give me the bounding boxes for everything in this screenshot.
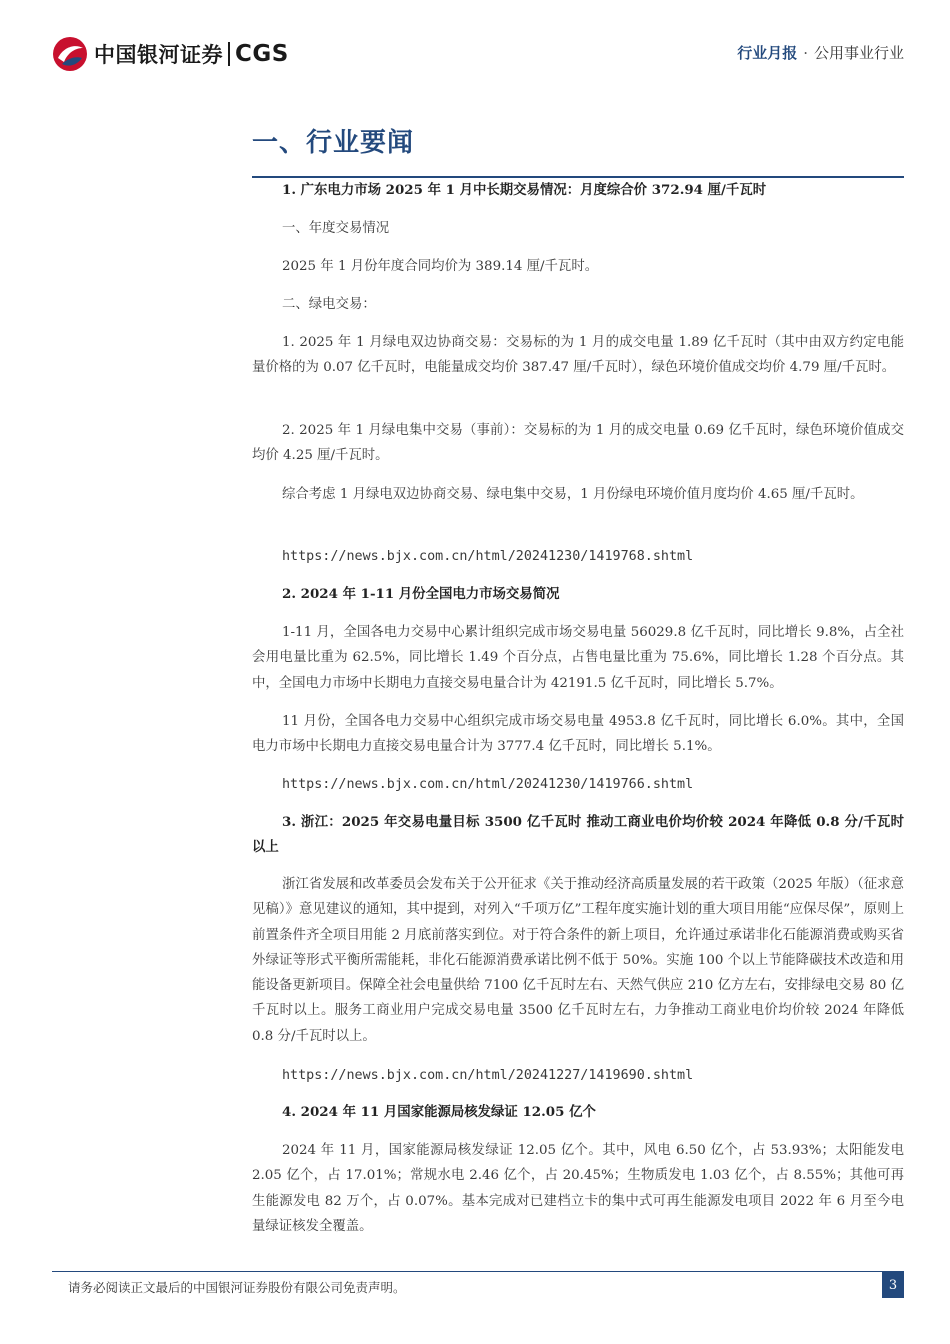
paragraph: 浙江省发展和改革委员会发布关于公开征求《关于推动经济高质量发展的若干政策（2025 年版）（征求意见稿）》意见建议的通知，其中提到，对列入“千项万亿”工程年度实施计划的重大项目用能“应保尽保”，原则上前置条件齐全项目用能 2 月底前落实到位。对于符合条件的新上项目，允许通过承诺非化石能源消费或购买省外绿证等形式平衡所需能耗，非化石能源消费承诺比例不低于 50%。实施 100 个以上节能降碳技术改造和用能设备更新项目。保障全社会电量供给 7100 亿千瓦时左右、天然气供应 210 亿方左右，安排绿电交易 80 亿千瓦时以上。服务工商业用户完成交易电量 3500 亿千瓦时左右，力争推动工商业电价均价较 2024 年降低 0.8 分/千瓦时以上。: [252, 877, 904, 1044]
news-heading-3: 3. 浙江：2025 年交易电量目标 3500 亿千瓦时 推动工商业电价均价较 2024 年降低 0.8 分/千瓦时以上: [252, 814, 904, 856]
company-logo: [52, 36, 289, 72]
logo-text-en: CGS: [235, 41, 289, 67]
section-title: 一、行业要闻: [252, 128, 415, 158]
paragraph: 2. 2025 年 1 月绿电集中交易（事前）：交易标的为 1 月的成交电量 0.69 亿千瓦时，绿色环境价值成交均价 4.25 厘/千瓦时。: [252, 423, 904, 464]
paragraph: 综合考虑 1 月绿电双边协商交易、绿电集中交易，1 月份绿电环境价值月度均价 4.65 厘/千瓦时。: [282, 487, 864, 502]
report-type: 行业月报: [737, 44, 798, 62]
page-number: 3: [882, 1272, 904, 1298]
page-header: [0, 0, 950, 80]
report-category: [737, 42, 904, 63]
source-link[interactable]: https://news.bjx.com.cn/html/20241230/1419766.shtml: [282, 777, 694, 792]
cgs-logo-icon: [52, 36, 88, 72]
paragraph: 一、年度交易情况: [282, 221, 390, 236]
news-heading-4: 4. 2024 年 11 月国家能源局核发绿证 12.05 亿个: [282, 1104, 596, 1120]
paragraph: 1-11 月，全国各电力交易中心累计组织完成市场交易电量 56029.8 亿千瓦时，同比增长 9.8%，占全社会用电量比重为 62.5%，同比增长 1.49 个百分点，占售电量比重为 75.6%，同比增长 1.28 个百分点。其中，全国电力市场中长期电力直接交易电量合计为 42191.5 亿千瓦时，同比增长 5.7%。: [252, 625, 904, 691]
paragraph: 二、绿电交易：: [282, 297, 376, 312]
paragraph: 2025 年 1 月份年度合同均价为 389.14 厘/千瓦时。: [282, 259, 599, 274]
footer-disclaimer: 请务必阅读正文最后的中国银河证券股份有限公司免责声明。: [68, 1280, 406, 1295]
paragraph: 2024 年 11 月，国家能源局核发绿证 12.05 亿个。其中，风电 6.50 亿个，占 53.93%；太阳能发电 2.05 亿个，占 17.01%；常规水电 2.46 亿个，占 20.45%；生物质发电 1.03 亿个，占 8.55%；其他可再生能源发电 82 万个，占 0.07%。基本完成对已建档立卡的集中式可再生能源发电项目 2022 年 6 月至今电量绿证核发全覆盖。: [252, 1143, 904, 1234]
sector-name: 公用事业行业: [813, 44, 904, 62]
logo-text-cn: 中国银河证券: [94, 43, 223, 67]
footer-divider: [52, 1271, 904, 1272]
paragraph: 11 月份，全国各电力交易中心组织完成市场交易电量 4953.8 亿千瓦时，同比增长 6.0%。其中，全国电力市场中长期电力直接交易电量合计为 3777.4 亿千瓦时，同比增长 5.1%。: [252, 714, 904, 755]
source-link[interactable]: https://news.bjx.com.cn/html/20241227/1419690.shtml: [282, 1068, 694, 1083]
news-heading-1: 1. 广东电力市场 2025 年 1 月中长期交易情况：月度综合价 372.94 厘/千瓦时: [282, 182, 767, 198]
news-heading-2: 2. 2024 年 1-11 月份全国电力市场交易简况: [282, 586, 560, 602]
logo-separator: [228, 42, 230, 66]
paragraph: 1. 2025 年 1 月绿电双边协商交易：交易标的为 1 月的成交电量 1.89 亿千瓦时（其中由双方约定电能量价格的为 0.07 亿千瓦时，电能量成交均价 387.47 厘/千瓦时），绿色环境价值成交均价 4.79 厘/千瓦时。: [252, 335, 904, 376]
source-link[interactable]: https://news.bjx.com.cn/html/20241230/1419768.shtml: [282, 549, 694, 564]
tag-separator: ·: [803, 44, 808, 62]
